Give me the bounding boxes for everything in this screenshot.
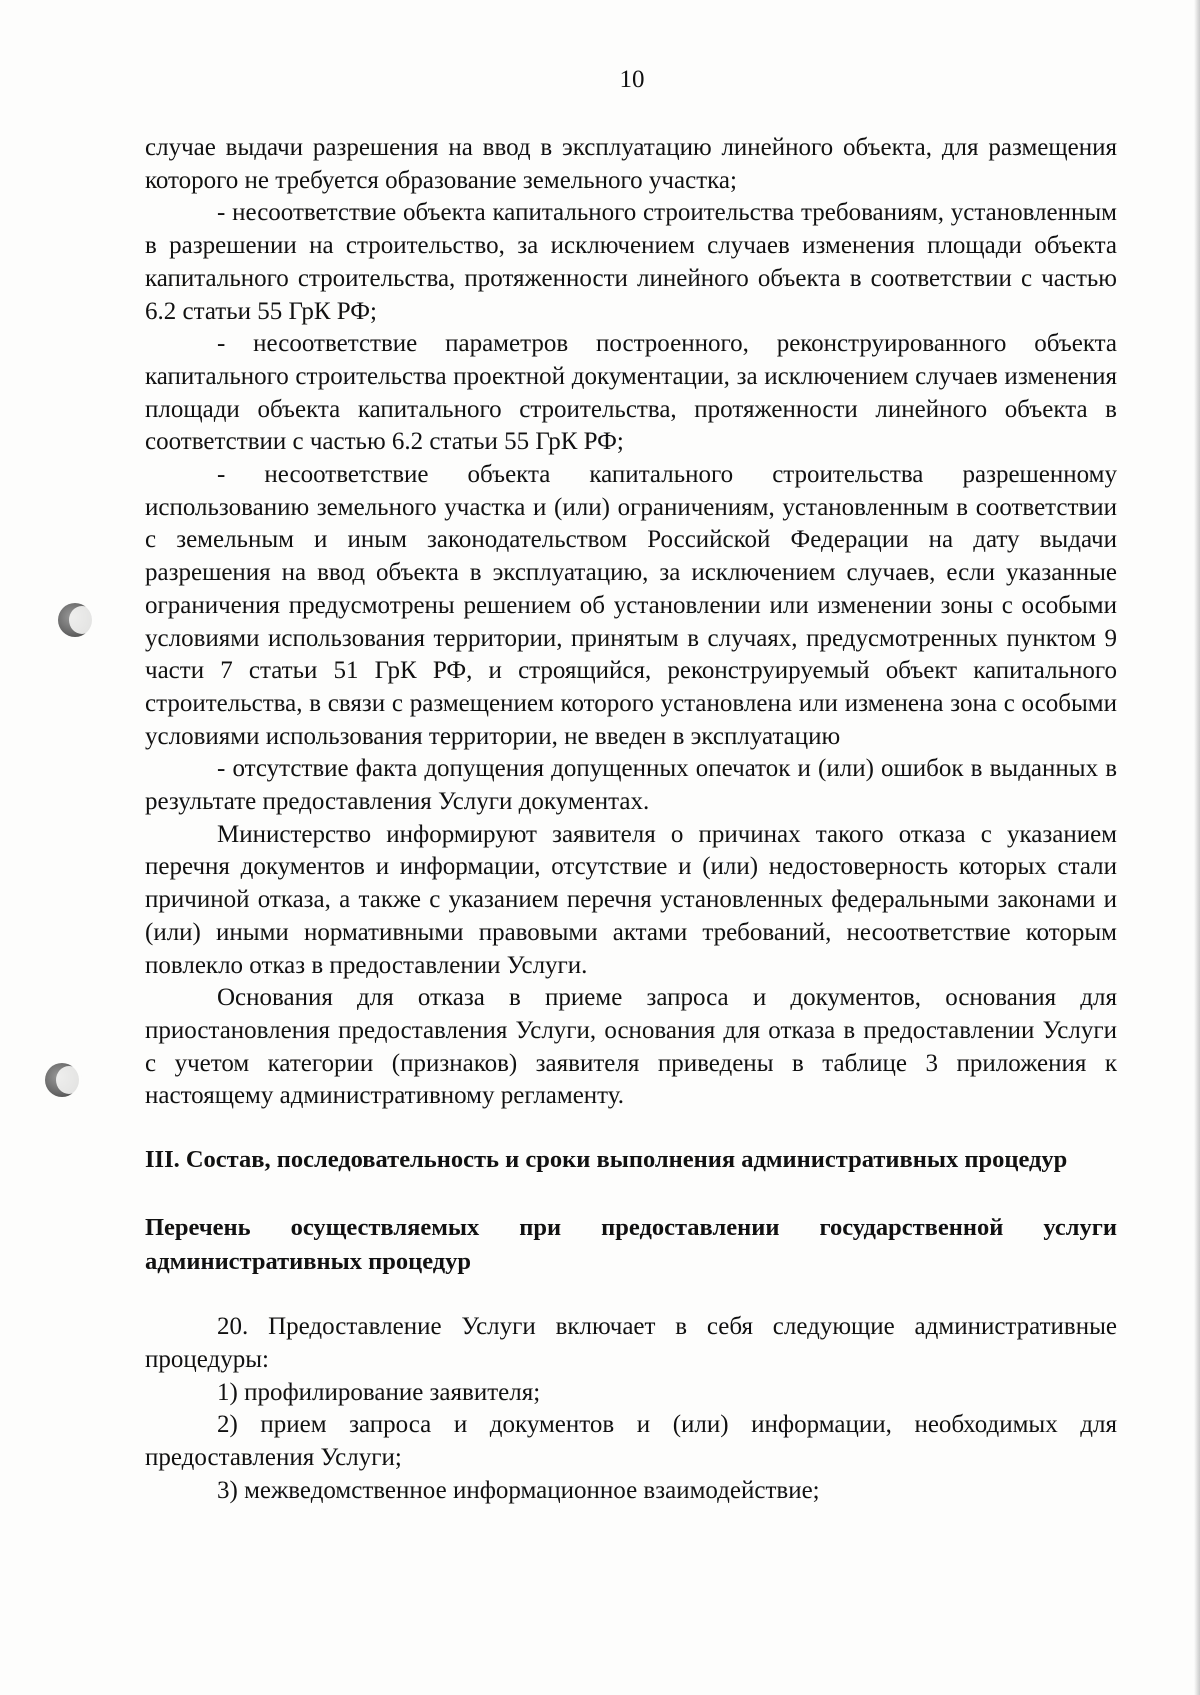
punch-hole-icon bbox=[45, 1063, 79, 1097]
list-item: 3) межведомственное информационное взаимодействие; bbox=[217, 1476, 820, 1504]
paragraph: Министерство информируют заявителя о причинах такого отказа с указанием перечня документов и информации, отсутствие и (или) недостоверность которых стали причиной отказа, а также с указанием перечня установленных федеральными законами и (или) иными нормативными правовыми актами требований, несоответствие которым повлекло отказ в предоставлении Услуги. bbox=[145, 820, 1117, 979]
list-item: 1) профилирование заявителя; bbox=[217, 1378, 541, 1406]
paragraph: Основания для отказа в приеме запроса и документов, основания для приостановления предоставления Услуги, основания для отказа в предоставлении Услуги с учетом категории (признаков) заявителя приведены в таблице 3 приложения к настоящему административному регламенту. bbox=[145, 984, 1117, 1110]
punch-hole-icon bbox=[58, 603, 92, 637]
document-body bbox=[145, 132, 1117, 1507]
subsection-heading: Перечень осуществляемых при предоставлении государственной услуги административных процедур bbox=[145, 1214, 1117, 1276]
page-number: 10 bbox=[619, 66, 645, 93]
paragraph: - несоответствие объекта капитального строительства разрешенному использованию земельного участка и (или) ограничениям, установленным в соответствии с земельным и иным законодательством Российской Федерации на дату выдачи разрешения на ввод объекта в эксплуатацию, за исключением случаев, если указанные ограничения предусмотрены решением об установлении или изменении зоны с особыми условиями использования территории, принятым в случаях, предусмотренных пунктом 9 части 7 статьи 51 ГрК РФ, и строящийся, реконструируемый объект капитального строительства, в связи с размещением которого установлена или изменена зона с особыми условиями использования территории, не введен в эксплуатацию bbox=[145, 461, 1117, 750]
scan-edge bbox=[1194, 0, 1200, 1695]
clause-intro: 20. Предоставление Услуги включает в себя следующие административные процедуры: bbox=[145, 1313, 1117, 1373]
paragraph: случае выдачи разрешения на ввод в эксплуатацию линейного объекта, для размещения которого не требуется образование земельного участка; bbox=[145, 134, 1117, 194]
paragraph: - отсутствие факта допущения допущенных опечаток и (или) ошибок в выданных в результате предоставления Услуги документах. bbox=[145, 755, 1117, 816]
paragraph: - несоответствие объекта капитального строительства требованиям, установленным в разрешении на строительство, за исключением случаев изменения площади объекта капитального строительства, протяженности линейного объекта в соответствии с частью 6.2 статьи 55 ГрК РФ; bbox=[145, 199, 1117, 325]
list-item: 2) прием запроса и документов и (или) информации, необходимых для предоставления Услуги; bbox=[145, 1411, 1117, 1471]
paragraph: - несоответствие параметров построенного, реконструированного объекта капитального строительства проектной документации, за исключением случаев изменения площади объекта капитального строительства, протяженности линейного объекта в соответствии с частью 6.2 статьи 55 ГрК РФ; bbox=[145, 330, 1117, 456]
section-heading: III. Состав, последовательность и сроки выполнения административных процедур bbox=[145, 1146, 1068, 1174]
